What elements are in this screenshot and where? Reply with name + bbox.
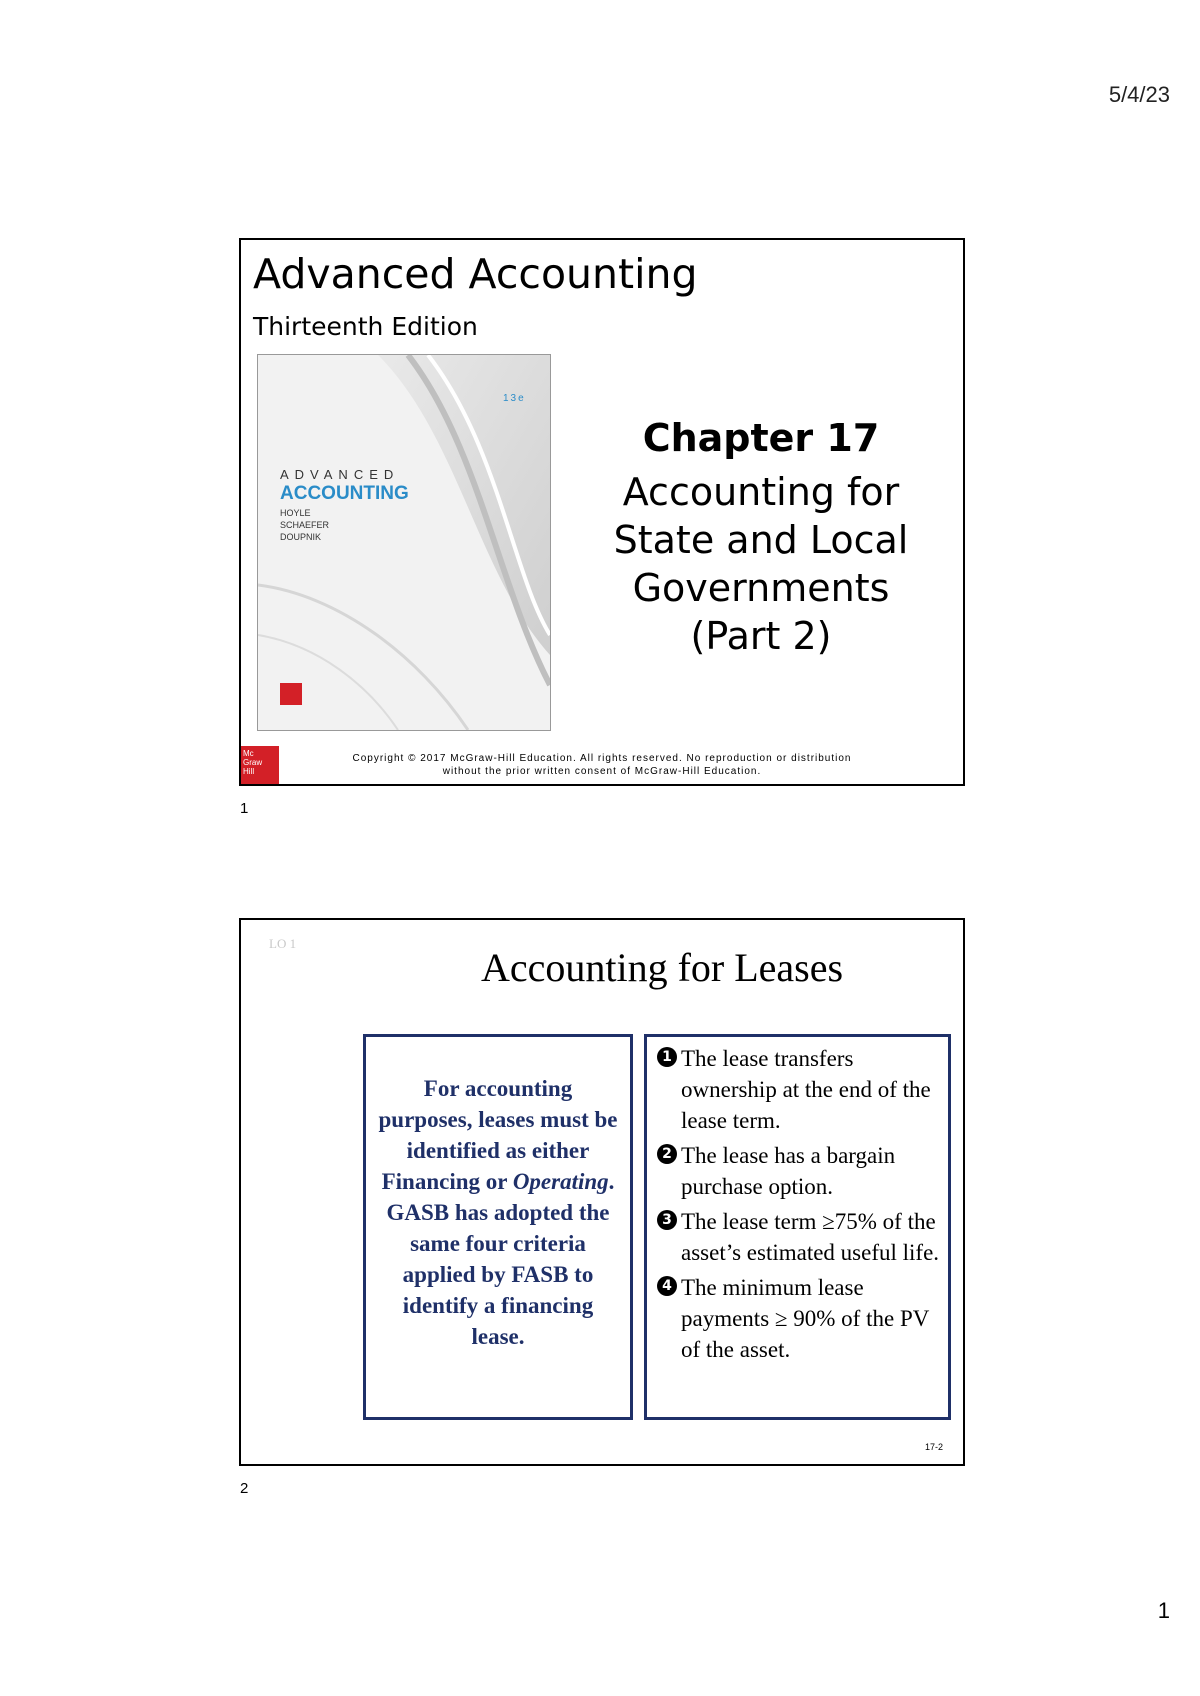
copyright-notice (301, 752, 903, 778)
criterion-item (657, 1043, 940, 1136)
page-number: 1 (1157, 1598, 1170, 1623)
number-bullet-icon: 4 (657, 1276, 677, 1296)
criterion-text: The lease transfers ownership at the end of the lease term. (681, 1046, 931, 1133)
criterion-text: The lease has a bargain purchase option. (681, 1143, 896, 1199)
learning-objective-label: LO 1 (269, 936, 297, 951)
criterion-text: The lease term ≥75% of the asset’s estimated useful life. (681, 1209, 940, 1265)
chapter-heading (581, 416, 941, 660)
cover-author: SCHAEFER (280, 520, 330, 530)
slide-title: Accounting for Leases (480, 945, 844, 990)
copyright-line: Copyright © 2017 McGraw-Hill Education. All rights reserved. No reproduction or distribution (352, 753, 852, 764)
chapter-number: Chapter 17 (642, 416, 880, 460)
book-edition: Thirteenth Edition (253, 312, 478, 341)
cover-author: HOYLE (280, 508, 311, 518)
operating-term: Operating (512, 1169, 609, 1194)
criterion-text: The minimum lease payments ≥ 90% of the PV of the asset. (681, 1275, 929, 1362)
number-bullet-icon: 2 (657, 1144, 677, 1164)
criterion-item (657, 1140, 940, 1202)
chapter-subtitle-line: State and Local (613, 518, 909, 562)
mcgraw-hill-logo (241, 746, 279, 784)
chapter-subtitle-line: (Part 2) (690, 614, 832, 658)
cover-authors (280, 507, 329, 543)
cover-word-advanced: ADVANCED (280, 467, 400, 482)
cover-author: DOUPNIK (280, 532, 322, 542)
number-bullet-icon: 1 (657, 1047, 677, 1067)
cover-publisher-logo (280, 683, 302, 705)
copyright-line: without the prior written consent of McGraw-Hill Education. (442, 766, 762, 777)
slide-number: 2 (240, 1480, 249, 1497)
number-bullet-icon: 3 (657, 1210, 677, 1230)
lease-classification-box (363, 1034, 633, 1420)
gasb-criteria-text: GASB has adopted the same four criteria applied by FASB to identify a financing lease. (386, 1200, 610, 1349)
chapter-subtitle-line: Governments (632, 566, 890, 610)
financing-lease-criteria-box (644, 1034, 951, 1420)
logo-text: Hill (243, 767, 255, 776)
slide-number: 1 (240, 800, 249, 817)
sentence-period: . (608, 1169, 615, 1194)
print-date: 5/4/23 (1108, 82, 1170, 107)
logo-text: Graw (243, 758, 263, 767)
criterion-item (657, 1206, 940, 1268)
book-cover-image (257, 354, 551, 731)
lease-classification-text: For accounting purposes, leases must be identified as either Financing or (378, 1076, 618, 1194)
slide-code: 17-2 (924, 1442, 943, 1452)
cover-edition-mark: 13e (503, 393, 526, 404)
logo-text: Mc (243, 749, 254, 758)
slide-2 (239, 918, 965, 1466)
slide-1 (239, 238, 965, 786)
cover-word-accounting: ACCOUNTING (280, 483, 409, 504)
criterion-item (657, 1272, 940, 1365)
chapter-subtitle-line: Accounting for (622, 470, 900, 514)
book-title: Advanced Accounting (253, 250, 698, 298)
